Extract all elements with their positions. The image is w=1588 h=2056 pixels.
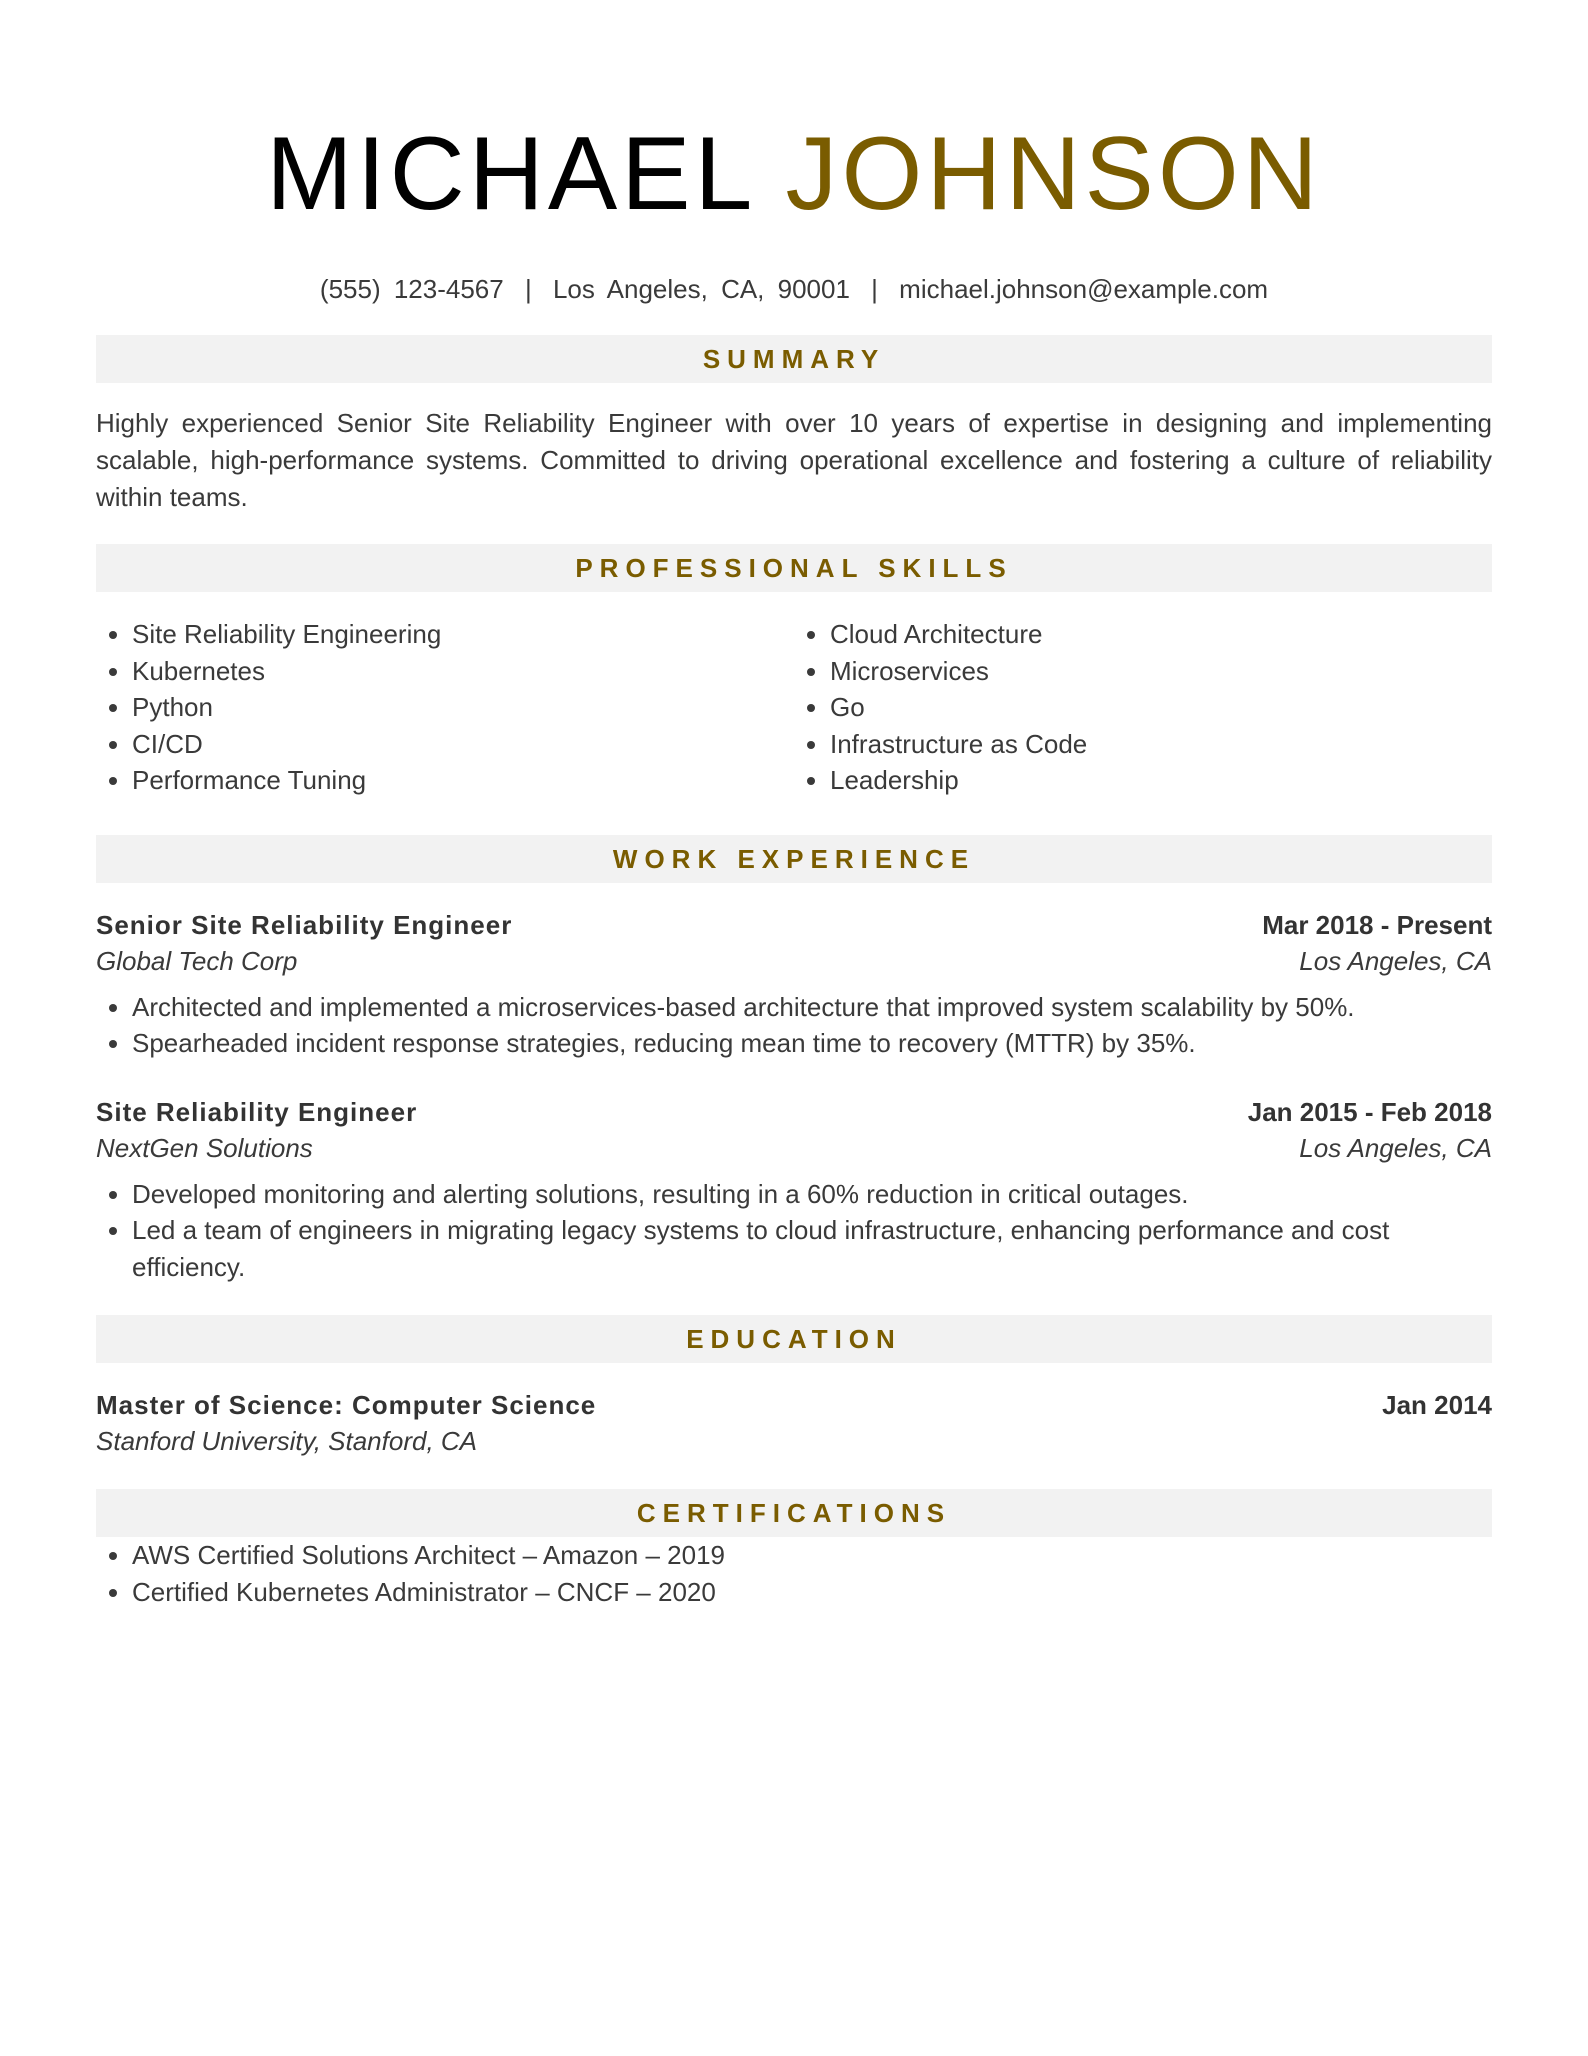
skill-item: • Cloud Architecture [830,616,1492,653]
section-header-summary: SUMMARY [96,335,1492,383]
section-header-skills: PROFESSIONAL SKILLS [96,544,1492,592]
education-entry [96,1387,1492,1459]
skill-item: • Performance Tuning [132,762,794,799]
skills-column-left [96,616,794,799]
job-bullets [96,1176,1492,1286]
skills-column-right [794,616,1492,799]
last-name: JOHNSON [785,116,1322,232]
job-header [96,1094,1492,1130]
contact-location: Los Angeles, CA, 90001 [552,274,850,304]
job-dates: Mar 2018 - Present [1262,909,1492,940]
skills-list [96,616,1492,799]
job-company: NextGen Solutions [96,1132,313,1163]
job-bullet: • Developed monitoring and alerting solutions, resulting in a 60% reduction in critical outages. [132,1176,1492,1213]
section-header-education: EDUCATION [96,1315,1492,1363]
job-title: Senior Site Reliability Engineer [96,909,513,940]
job-bullet: • Led a team of engineers in migrating legacy systems to cloud infrastructure, enhancing performance and cost efficiency. [132,1212,1492,1285]
section-header-certifications: CERTIFICATIONS [96,1489,1492,1537]
job-entry [96,907,1492,1062]
certification-item: • AWS Certified Solutions Architect – Amazon – 2019 [132,1537,1492,1574]
job-subheader [96,943,1492,979]
skill-item: • Kubernetes [132,653,794,690]
job-header [96,907,1492,943]
education-school: Stanford University, Stanford, CA [96,1426,478,1456]
skill-item: • Site Reliability Engineering [132,616,794,653]
candidate-name [96,0,1492,232]
job-title: Site Reliability Engineer [96,1096,418,1127]
education-subheader [96,1423,1492,1459]
job-location: Los Angeles, CA [1299,1132,1492,1163]
job-company: Global Tech Corp [96,945,298,976]
summary-text: Highly experienced Senior Site Reliability Engineer with over 10 years of expertise in designing and implementing scalable, high-performance systems. Committed to driving operational excellence and fostering a culture of reliability within teams. [96,408,1492,512]
skill-item: • Leadership [830,762,1492,799]
section-header-work-experience: WORK EXPERIENCE [96,835,1492,883]
skill-item: • CI/CD [132,726,794,763]
education-date: Jan 2014 [1382,1390,1492,1420]
education-degree: Master of Science: Computer Science [96,1390,597,1420]
job-entry [96,1094,1492,1286]
job-bullet: • Architected and implemented a microservices-based architecture that improved system scalability by 50%. [132,989,1492,1026]
skill-item: • Infrastructure as Code [830,726,1492,763]
skill-item: • Python [132,689,794,726]
job-subheader [96,1130,1492,1166]
job-bullet: • Spearheaded incident response strategies, reducing mean time to recovery (MTTR) by 35%. [132,1025,1492,1062]
job-bullets [96,989,1492,1062]
skill-item: • Go [830,689,1492,726]
certification-item: • Certified Kubernetes Administrator – CNCF – 2020 [132,1574,1492,1611]
contact-separator: | [524,274,532,304]
contact-separator: | [871,274,878,304]
job-dates: Jan 2015 - Feb 2018 [1247,1096,1492,1127]
job-location: Los Angeles, CA [1299,945,1492,976]
contact-line [96,274,1492,305]
certification-list [96,1537,1492,1610]
first-name: MICHAEL [266,116,753,232]
contact-email[interactable]: michael.johnson@example.com [899,274,1269,304]
skill-item: • Microservices [830,653,1492,690]
contact-phone: (555) 123-4567 [319,274,504,304]
education-header [96,1387,1492,1423]
